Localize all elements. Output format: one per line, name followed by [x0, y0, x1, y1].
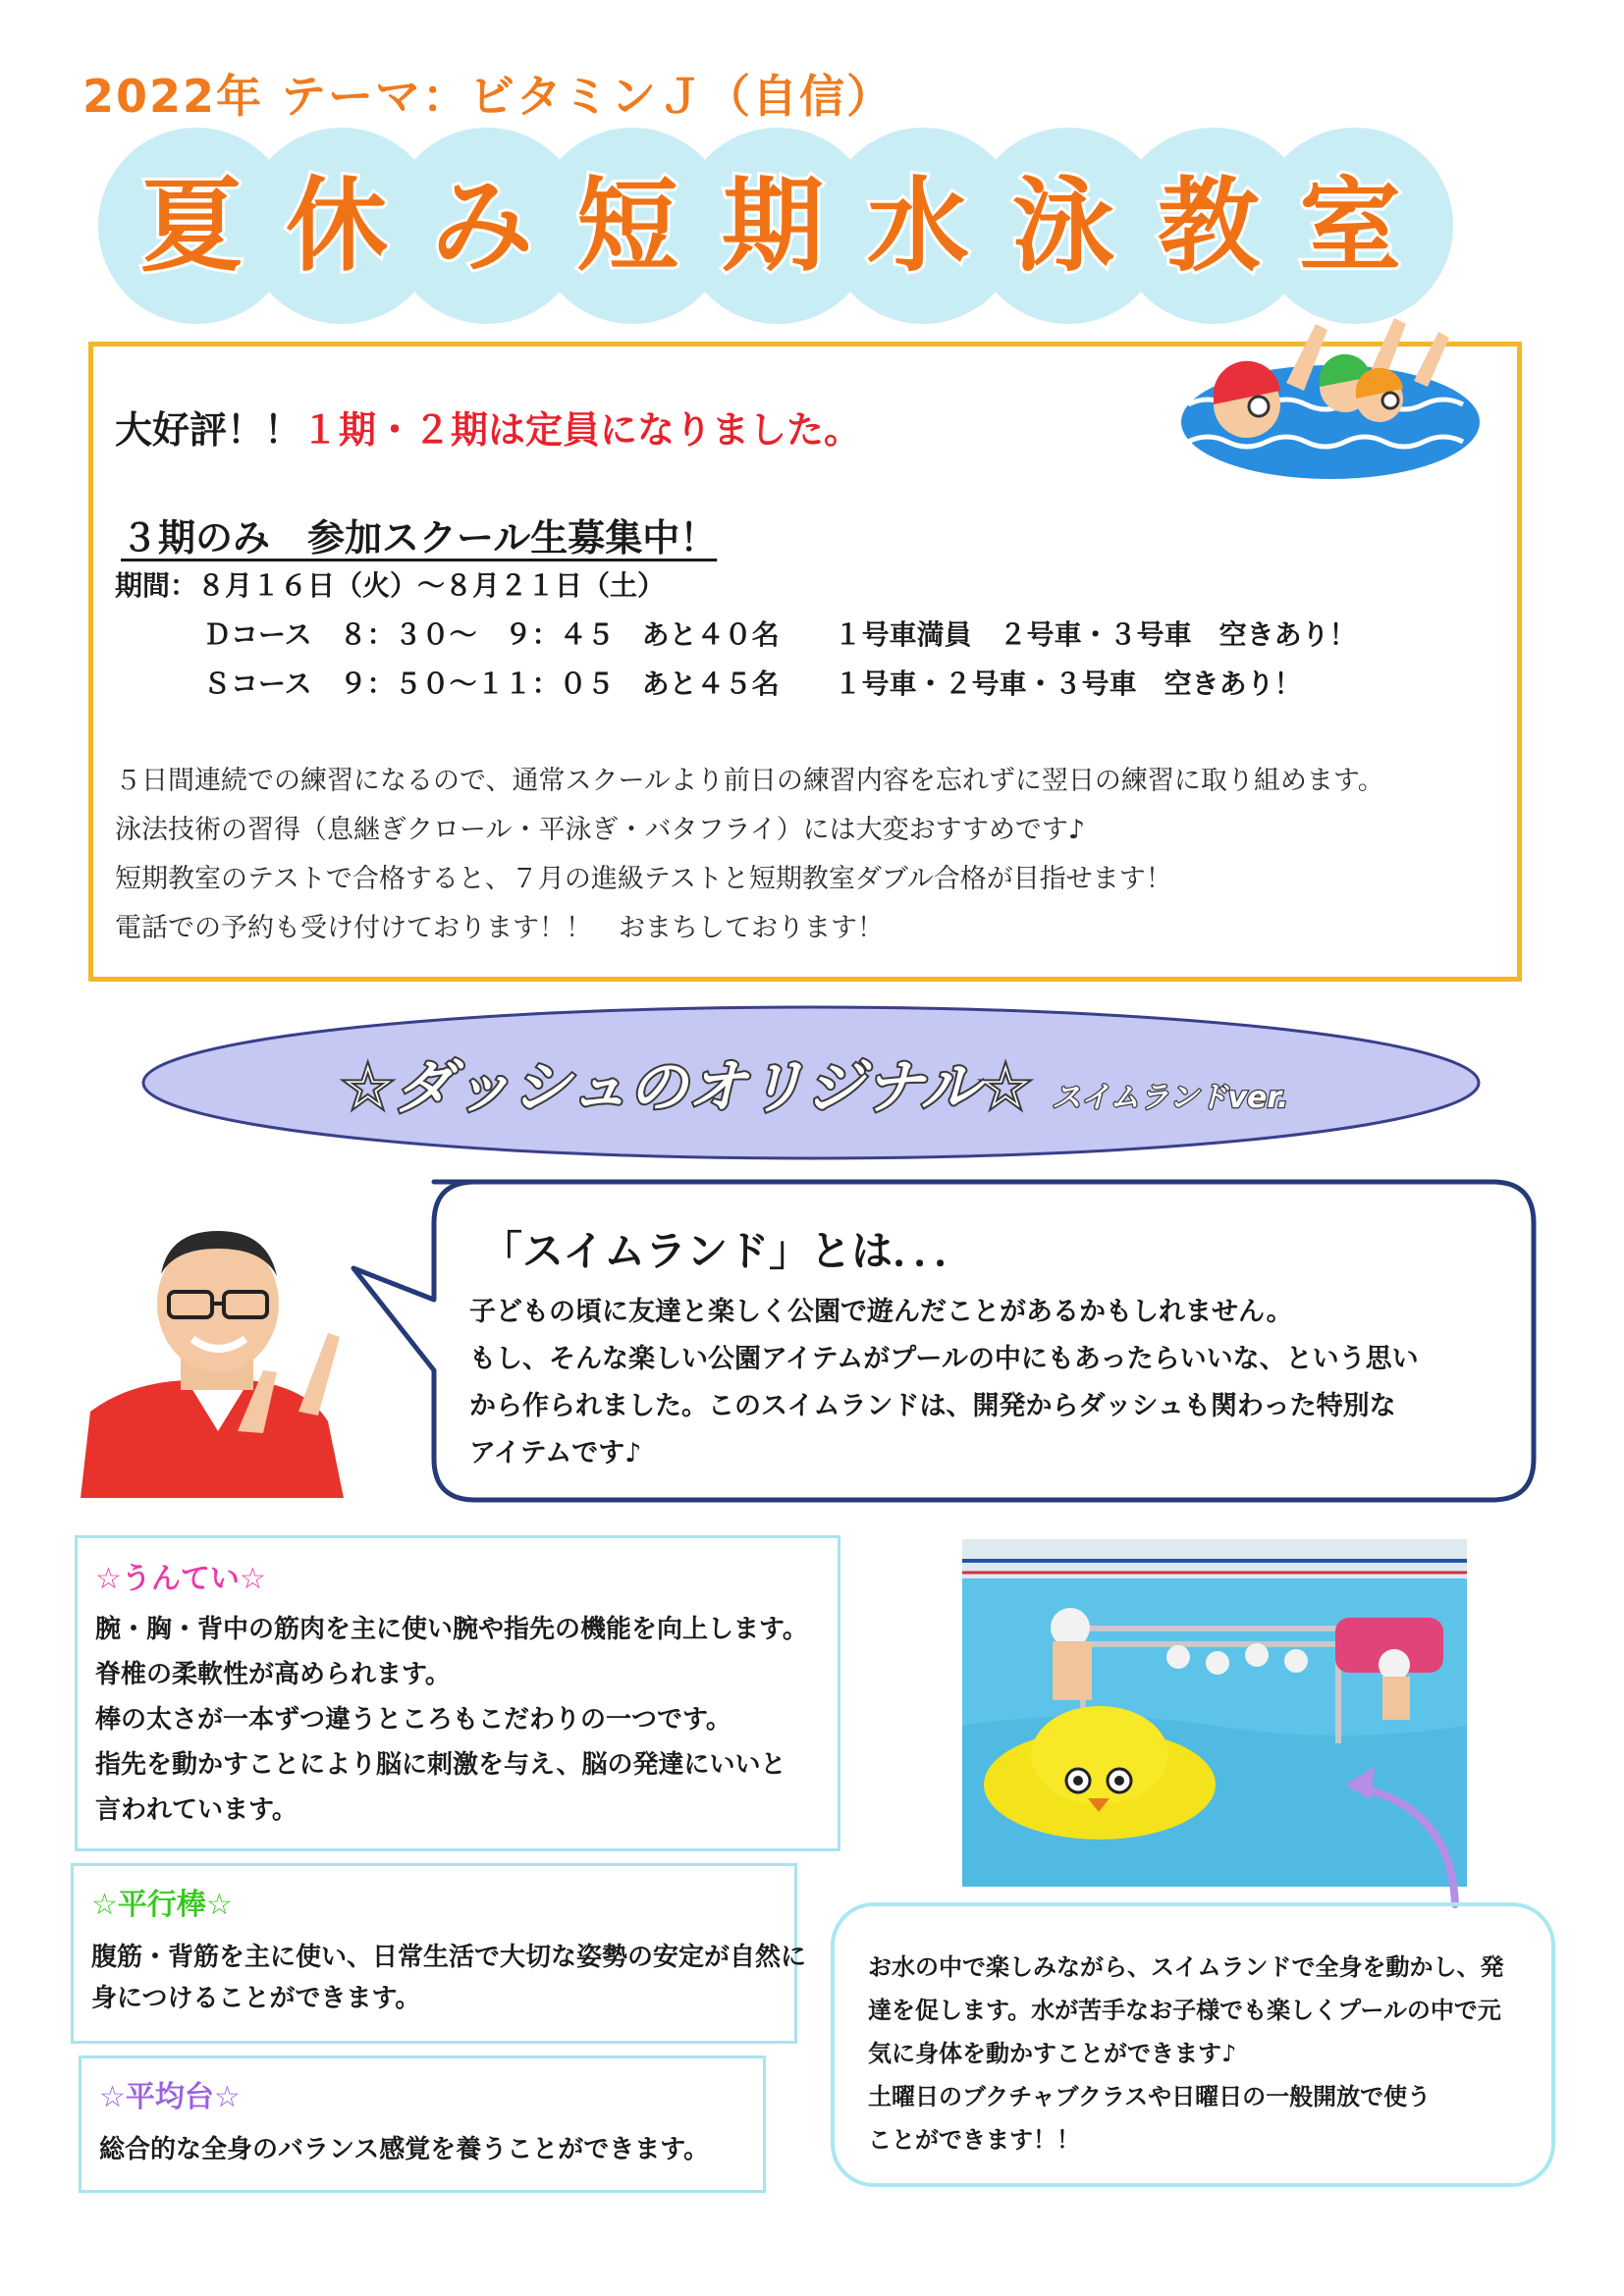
title-char: み — [430, 166, 533, 286]
course-s: Ｓコース ９：５０～１１：０５ あと４５名 １号車・２号車・３号車 空きあり！ — [203, 667, 1302, 700]
balance-beam-heading: ☆平均台☆ — [99, 2080, 241, 2114]
announcement-prefix: 大好評！！ — [115, 408, 302, 452]
arrow-icon — [1345, 1767, 1473, 1914]
info-line: 脊椎の柔軟性が高められます。 — [95, 1660, 451, 1689]
note-box — [831, 1902, 1555, 2187]
info-line: 指先を動かすことにより脳に刺激を与え、脳の発達にいいと — [95, 1750, 786, 1780]
note-line: お水の中で楽しみながら、スイムランドで全身を動かし、発 — [868, 1953, 1504, 1981]
title-char: 夏 — [139, 166, 243, 286]
title-char: 休 — [285, 166, 388, 286]
note-line: 達を促します。水が苦手なお子様でも楽しくプールの中で元 — [868, 1997, 1501, 2024]
info-line: 腹筋・背筋を主に使い、日常生活で大切な姿勢の安定が自然に — [91, 1943, 807, 1972]
title-char: 水 — [866, 166, 969, 286]
info-box-parallel-bars — [71, 1863, 807, 2044]
note-line: 土曜日のブクチャブクラスや日曜日の一般開放で使う — [868, 2083, 1432, 2110]
note-line: ことができます！！ — [868, 2126, 1080, 2154]
info-line: 身につけることができます。 — [91, 1984, 421, 2013]
body-line: 電話での予約も受け付けております！！ おまちしております！ — [115, 913, 884, 943]
title-char: 短 — [575, 166, 678, 286]
instructor-photo — [71, 1205, 355, 1498]
announcement-full-notice: １期・２期は定員になりました。 — [301, 408, 862, 452]
info-line: 言われています。 — [95, 1795, 298, 1825]
monkey-bars-heading: ☆うんてい☆ — [95, 1562, 266, 1596]
banner-subtitle: スイムランドver. — [1052, 1081, 1289, 1115]
title-char: 期 — [721, 166, 824, 286]
info-box-balance-beam — [79, 2056, 766, 2193]
title-banner — [98, 128, 1453, 324]
info-line: 総合的な全身のバランス感覚を養うことができます。 — [99, 2135, 710, 2164]
note-line: 気に身体を動かすことができます♪ — [868, 2040, 1237, 2067]
title-char: 泳 — [1011, 166, 1114, 286]
info-line: 腕・胸・背中の筋肉を主に使い腕や指先の機能を向上します。 — [95, 1615, 808, 1644]
announcement-headline — [115, 400, 861, 454]
theme-heading: 2022年 テーマ：ビタミンＪ（自信） — [82, 70, 894, 123]
body-line: 短期教室のテストで合格すると、７月の進級テストと短期教室ダブル合格が目指せます！ — [115, 864, 1172, 894]
info-box-monkey-bars — [75, 1535, 840, 1851]
speech-line: 子どもの頃に友達と楽しく公園で遊んだことがあるかもしれません。 — [469, 1297, 1293, 1327]
speech-line: アイテムです♪ — [469, 1438, 642, 1468]
course-d: Ｄコース ８：３０～ ９：４５ あと４０名 １号車満員 ２号車・３号車 空きあり！ — [203, 618, 1357, 651]
speech-line: から作られました。このスイムランドは、開発からダッシュも関わった特別な — [469, 1391, 1396, 1421]
speech-line: もし、そんな楽しい公園アイテムがプールの中にもあったらいいな、という思い — [469, 1344, 1419, 1374]
speech-title: 「スイムランド」とは．．． — [481, 1227, 976, 1275]
banner-text — [157, 1041, 1473, 1125]
banner-title: ☆ダッシュのオリジナル☆ — [341, 1053, 1033, 1122]
title-char: 教 — [1157, 166, 1260, 286]
body-line: 泳法技術の習得（息継ぎクロール・平泳ぎ・バタフライ）には大変おすすめです♪ — [115, 815, 1086, 845]
recruit-heading: ３期のみ 参加スクール生募集中！ — [121, 516, 718, 560]
body-line: ５日間連続での練習になるので、通常スクールより前日の練習内容を忘れずに翌日の練習に取り組めます。 — [115, 766, 1384, 796]
period-text: 期間：８月１６日（火）～８月２１日（土） — [115, 569, 666, 602]
info-line: 棒の太さが一本ずつ違うところもこだわりの一つです。 — [95, 1705, 731, 1735]
parallel-bars-heading: ☆平行棒☆ — [91, 1888, 233, 1922]
title-char: 室 — [1298, 166, 1401, 286]
swimmers-illustration — [1168, 314, 1483, 491]
